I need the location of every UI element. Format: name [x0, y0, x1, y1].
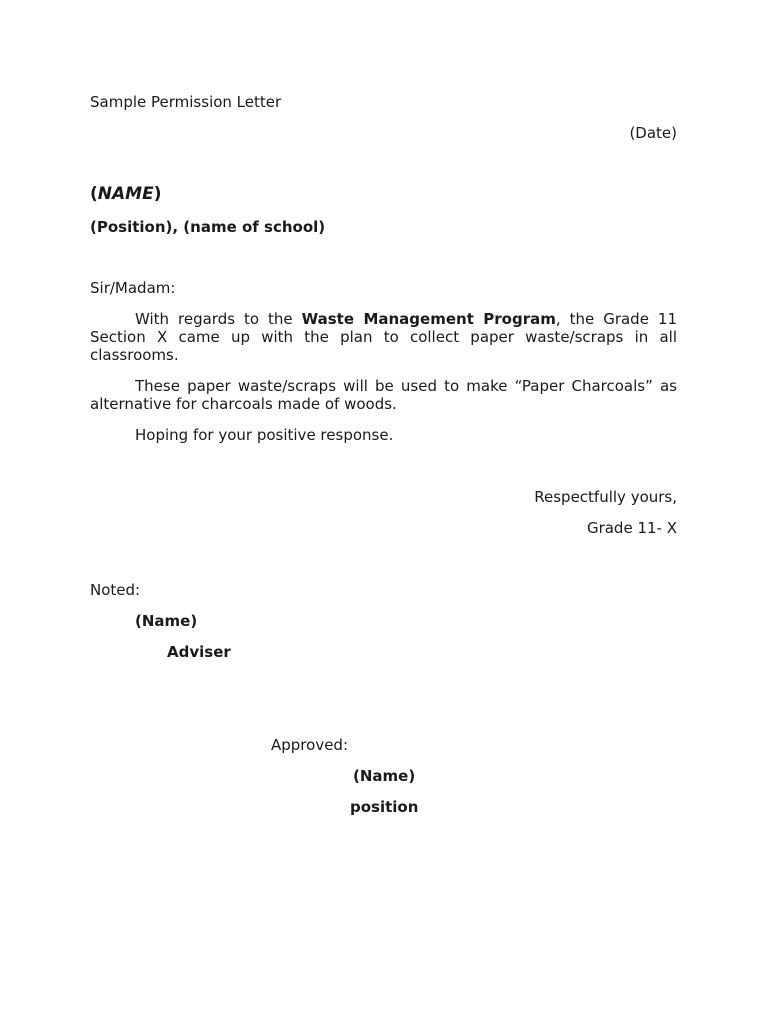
- body-paragraph-2: These paper waste/scraps will be used to make “Paper Charcoals” as alternative for charcoals made of woods.: [90, 377, 677, 413]
- recipient-position-school: (Position), (name of school): [90, 218, 326, 236]
- approved-label: Approved:: [271, 736, 348, 754]
- recipient-name-close-paren: ): [153, 184, 162, 204]
- noted-label: Noted:: [90, 581, 141, 599]
- approved-title: position: [350, 798, 419, 816]
- program-name: Waste Management Program: [301, 310, 556, 328]
- body-paragraph-3: Hoping for your positive response.: [135, 426, 394, 444]
- complimentary-close: Respectfully yours,: [534, 488, 677, 506]
- salutation: Sir/Madam:: [90, 279, 176, 297]
- recipient-name: [90, 185, 161, 203]
- body-paragraph-1-start: With regards to the: [135, 310, 302, 328]
- recipient-name-text: NAME: [97, 184, 154, 204]
- body-paragraph-1: [90, 310, 677, 364]
- recipient-name-open-paren: (: [90, 184, 98, 204]
- document-title: Sample Permission Letter: [90, 93, 282, 111]
- body-paragraph-1-rest: , the Grade 11 Section X came up with the plan to collect paper waste/scraps in all classrooms.: [90, 310, 677, 364]
- noted-name: (Name): [135, 612, 198, 630]
- approved-name: (Name): [353, 767, 416, 785]
- letter-date: (Date): [629, 124, 677, 142]
- sender-signature: Grade 11- X: [586, 519, 677, 537]
- noted-title: Adviser: [167, 643, 231, 661]
